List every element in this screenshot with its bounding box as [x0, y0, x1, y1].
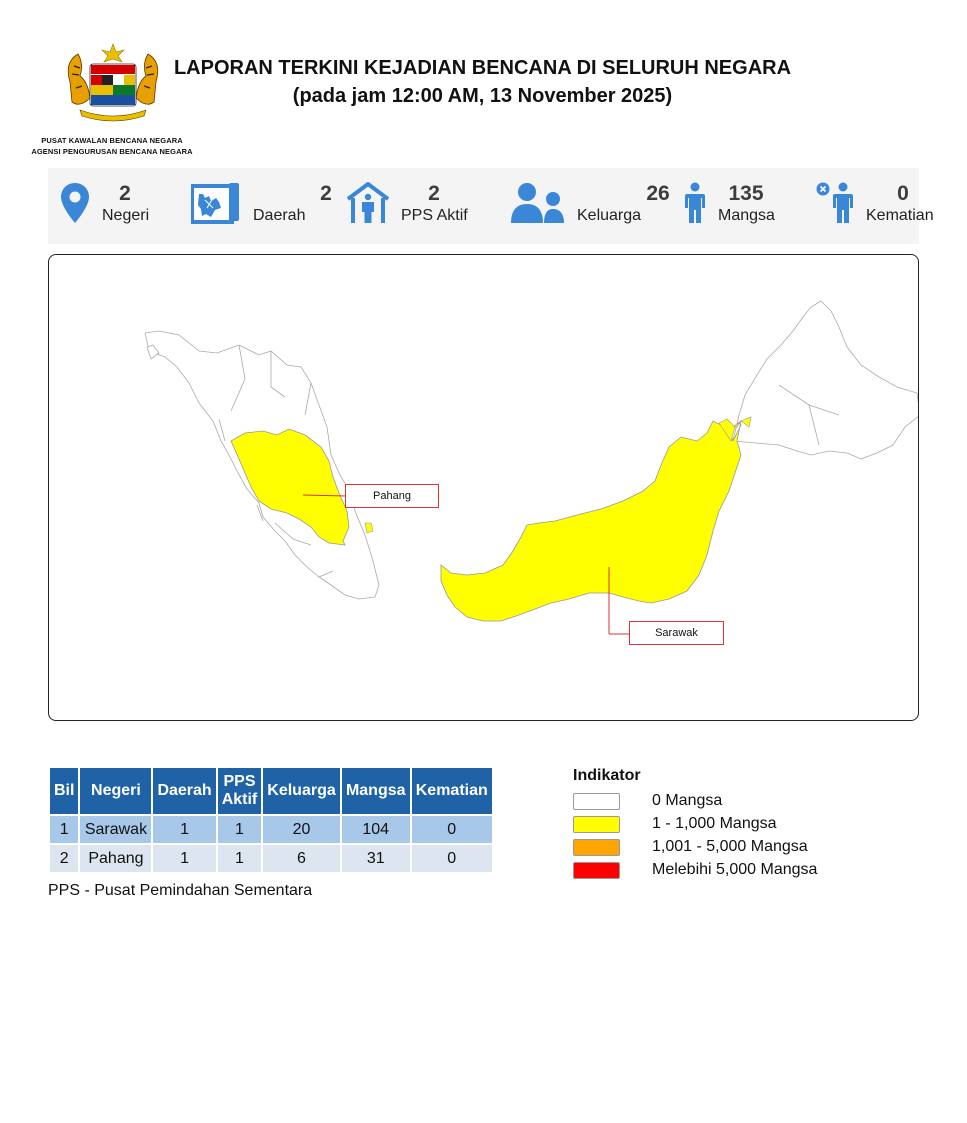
legend-swatch-yellow — [573, 816, 620, 833]
table-footnote: PPS - Pusat Pemindahan Sementara — [48, 882, 313, 899]
location-pin-icon — [60, 182, 90, 224]
stat-kematian-value: 0 — [897, 182, 909, 205]
stat-mangsa — [682, 168, 812, 244]
legend-label: 1 - 1,000 Mangsa — [652, 815, 777, 832]
cell-bil: 2 — [50, 845, 78, 872]
legend-label: 0 Mangsa — [652, 792, 723, 809]
cell-mangsa: 31 — [342, 845, 410, 872]
col-keluarga: Keluarga — [263, 768, 339, 814]
col-bil: Bil — [50, 768, 78, 814]
col-pps-aktif: PPS Aktif — [218, 768, 262, 814]
malaysia-disaster-map[interactable] — [48, 254, 919, 721]
stat-keluarga — [510, 168, 670, 244]
malaysia-coat-of-arms-icon — [60, 42, 166, 126]
callout-pahang[interactable]: Pahang — [345, 484, 439, 508]
stat-negeri — [48, 168, 188, 244]
report-title — [160, 54, 805, 110]
summary-stats-bar — [48, 168, 934, 244]
cell-negeri: Pahang — [80, 845, 151, 872]
sarawak-region — [441, 421, 741, 621]
cell-mangsa: 104 — [342, 816, 410, 843]
stat-kematian-label: Kematian — [866, 207, 934, 224]
stat-pps-aktif-label: PPS Aktif — [401, 207, 468, 224]
agency-name — [22, 135, 202, 157]
table-row — [50, 845, 492, 872]
cell-kematian: 0 — [412, 845, 492, 872]
stat-pps-aktif — [346, 168, 506, 244]
district-map-icon — [191, 182, 241, 224]
col-kematian: Kematian — [412, 768, 492, 814]
cell-daerah: 1 — [153, 816, 215, 843]
col-mangsa: Mangsa — [342, 768, 410, 814]
stat-pps-aktif-value: 2 — [428, 182, 440, 205]
agency-line-2: AGENSI PENGURUSAN BENCANA NEGARA — [31, 147, 193, 156]
title-line-2: (pada jam 12:00 AM, 13 November 2025) — [292, 85, 673, 107]
legend-item — [573, 837, 873, 860]
legend-swatch-orange — [573, 839, 620, 856]
stat-mangsa-label: Mangsa — [718, 207, 775, 224]
legend-item — [573, 791, 873, 814]
person-icon — [682, 182, 708, 224]
cell-kematian: 0 — [412, 816, 492, 843]
cell-negeri: Sarawak — [80, 816, 151, 843]
legend-item — [573, 860, 873, 883]
cell-keluarga: 6 — [263, 845, 339, 872]
stat-kematian — [816, 168, 936, 244]
cell-bil: 1 — [50, 816, 78, 843]
table-header-row — [50, 768, 492, 814]
legend-label: 1,001 - 5,000 Mangsa — [652, 838, 808, 855]
legend-swatch-white — [573, 793, 620, 810]
cell-daerah: 1 — [153, 845, 215, 872]
death-icon — [816, 182, 856, 224]
stat-keluarga-label: Keluarga — [577, 207, 642, 224]
title-line-1: LAPORAN TERKINI KEJADIAN BENCANA DI SELURUH NEGARA — [173, 57, 792, 79]
stat-keluarga-value: 26 — [646, 182, 670, 205]
legend-title: Indikator — [573, 767, 641, 784]
col-negeri: Negeri — [80, 768, 151, 814]
stat-negeri-label: Negeri — [102, 207, 150, 224]
stat-negeri-value: 2 — [119, 182, 131, 205]
table-row — [50, 816, 492, 843]
legend-swatch-red — [573, 862, 620, 879]
shelter-icon — [346, 181, 390, 225]
cell-pps-aktif: 1 — [218, 816, 262, 843]
sabah — [733, 301, 919, 459]
stat-daerah-label: Daerah — [253, 207, 306, 224]
cell-keluarga: 20 — [263, 816, 339, 843]
agency-line-1: PUSAT KAWALAN BENCANA NEGARA — [41, 136, 183, 145]
stat-daerah — [191, 168, 341, 244]
family-icon — [510, 182, 566, 224]
cell-pps-aktif: 1 — [218, 845, 262, 872]
callout-sarawak[interactable]: Sarawak — [629, 621, 724, 645]
legend-label: Melebihi 5,000 Mangsa — [652, 861, 818, 878]
map-legend — [573, 767, 873, 883]
stat-mangsa-value: 135 — [728, 182, 764, 205]
disaster-summary-table — [48, 766, 494, 874]
stat-daerah-value: 2 — [320, 182, 332, 205]
legend-item — [573, 814, 873, 837]
col-daerah: Daerah — [153, 768, 215, 814]
